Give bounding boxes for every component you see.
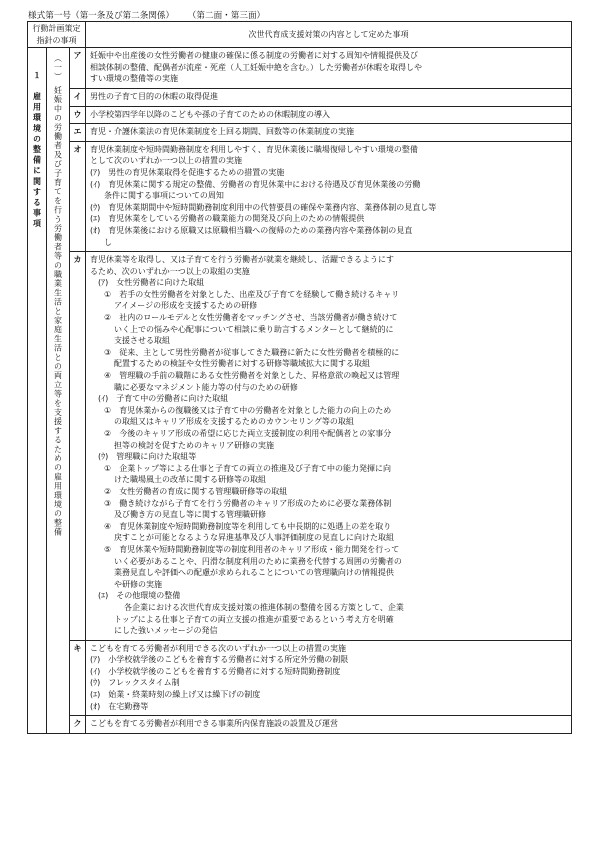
item-line: 育児・介護休業法の育児休業制度を上回る期間、回数等の休業制度の実施 bbox=[90, 127, 355, 137]
category-cell bbox=[28, 48, 47, 734]
item-line: ① 育児休業からの復職後又は子育て中の労働者を対象とした能力の向上のため bbox=[104, 405, 392, 415]
item-line: ③ 働き続けながら子育てを行う労働者のキャリア形成のために必要な業務体制 bbox=[104, 498, 392, 508]
item-line: 及び働き方の見直し等に関する管理職研修 bbox=[114, 510, 267, 520]
item-line: トップによる仕事と子育ての両立支援の推進が重要であるという考え方を明確 bbox=[114, 614, 394, 624]
item-row bbox=[28, 48, 572, 89]
item-line: (ｱ) 女性労働者に向けた取組 bbox=[98, 278, 205, 288]
item-line: として次のいずれか一つ以上の措置の実施 bbox=[90, 156, 243, 166]
form-header bbox=[28, 9, 265, 21]
item-row bbox=[28, 141, 572, 251]
item-line: ② 今後のキャリア形成の希望に応じた両立支援制度の利用や配偶者との家事分 bbox=[104, 429, 392, 438]
item-label: ク bbox=[70, 716, 86, 734]
item-content bbox=[86, 48, 572, 89]
item-line: 戻すことが可能となるような昇進基準及び人事評価制度の見直しに向けた取組 bbox=[114, 533, 395, 543]
item-content bbox=[86, 716, 572, 734]
item-content bbox=[86, 106, 572, 124]
item-line: 小学校第四学年以降のこどもや孫の子育てのための休暇制度の導入 bbox=[90, 109, 331, 119]
item-line: (ｴ) 育児休業をしている労働者の職業能力の開発及び向上のための情報提供 bbox=[90, 214, 365, 224]
item-row bbox=[28, 124, 572, 142]
plan-table bbox=[27, 21, 572, 734]
item-line: ① 企業トップ等による仕事と子育ての両立の推進及び子育て中の能力発揮に向 bbox=[104, 463, 391, 473]
item-line: (ｱ) 男性の育児休業取得を促進するための措置の実施 bbox=[90, 167, 285, 177]
item-line: (ｲ) 小学校就学後のこどもを養育する労働者に対する短時間勤務制度 bbox=[90, 666, 341, 676]
item-line: ⑤ 育児休業や短時間勤務制度等の制度利用者のキャリア形成・能力開発を行って bbox=[104, 544, 400, 554]
item-line: し bbox=[104, 237, 113, 247]
table-header-row bbox=[28, 22, 572, 48]
subcategory-number: （一） bbox=[53, 54, 63, 82]
item-line: ② 社内のロールモデルと女性労働者をマッチングさせ、当該労働者が働き続けて bbox=[104, 313, 398, 323]
header-content-cell: 次世代育成支援対策の内容として定めた事項 bbox=[86, 22, 572, 48]
item-label: カ bbox=[70, 252, 86, 641]
item-line: (ｵ) 育児休業後における原職又は原職相当職への復帰のための業務内容や業務体制の見直 bbox=[90, 225, 413, 235]
item-line: (ｲ) 育児休業に関する規定の整備、労働者の育児休業中における待遇及び育児休業後の労働 bbox=[90, 179, 421, 189]
item-line: 育児休業制度や短時間勤務制度を利用しやすく、育児休業後に職場復帰しやすい環境の整備 bbox=[90, 144, 418, 154]
item-line: (ｵ) 在宅勤務等 bbox=[90, 701, 149, 711]
item-line: すい環境の整備等の実施 bbox=[90, 74, 179, 84]
item-label: ウ bbox=[70, 106, 86, 124]
item-line: (ｴ) 始業・終業時刻の繰上げ又は繰下げの制度 bbox=[90, 690, 261, 700]
item-line: アイメージの形成を支援するための研修 bbox=[114, 301, 258, 311]
item-line: るため、次のいずれか一つ以上の取組の実施 bbox=[90, 266, 250, 276]
item-line: 妊娠中や出産後の女性労働者の健康の確保に係る制度の労働者に対する周知や情報提供及び bbox=[90, 51, 419, 61]
item-line: こどもを育てる労働者が利用できる次のいずれか一つ以上の措置の実施 bbox=[90, 643, 347, 653]
item-line: や研修の実施 bbox=[114, 579, 163, 589]
item-line: ④ 育児休業制度や短時間勤務制度等を利用しても中長期的に処遇上の差を取り bbox=[104, 521, 392, 531]
item-line: (ｱ) 小学校就学後のこどもを養育する労働者に対する所定外労働の制限 bbox=[90, 655, 349, 665]
item-line: 男性の子育て目的の休暇の取得促進 bbox=[90, 91, 219, 101]
item-content bbox=[86, 252, 572, 641]
item-line: の取組又はキャリア形成を支援するためのカウンセリング等の取組 bbox=[114, 417, 354, 427]
item-line: ③ 従来、主として男性労働者が従事してきた職務に新たに女性労働者を積極的に bbox=[104, 347, 400, 357]
item-row bbox=[28, 252, 572, 641]
item-label: オ bbox=[70, 141, 86, 251]
item-line: 各企業における次世代育成支援対策の推進体制の整備を図る方策として、企業 bbox=[124, 602, 404, 612]
item-content bbox=[86, 124, 572, 142]
item-line: (ｳ) フレックスタイム制 bbox=[90, 678, 180, 688]
item-line: 業務見直しや評価への配慮が求められることについての管理職向けの情報提供 bbox=[114, 568, 394, 578]
item-line: にした強いメッセージの発信 bbox=[114, 626, 218, 636]
item-line: こどもを育てる労働者が利用できる事業所内保育施設の設置及び運営 bbox=[90, 719, 339, 729]
header-guideline-cell: 行動計画策定 指針の事項 bbox=[28, 22, 86, 48]
item-label: キ bbox=[70, 640, 86, 716]
item-row bbox=[28, 88, 572, 106]
item-line: けた職場風土の改革に関する研修等の取組 bbox=[114, 475, 267, 485]
subcategory-cell bbox=[47, 48, 70, 734]
item-label: ア bbox=[70, 48, 86, 89]
item-content bbox=[86, 141, 572, 251]
form-section: （第二面・第三面） bbox=[192, 11, 266, 21]
item-line: (ｳ) 管理職に向けた取組等 bbox=[98, 452, 197, 462]
item-content bbox=[86, 640, 572, 716]
item-line: (ｴ) その他環境の整備 bbox=[98, 591, 181, 601]
item-line: 支援させる取組 bbox=[114, 336, 171, 346]
item-line: いく上での悩みや心配事について相談に乗り助言するメンターとして継続的に bbox=[114, 324, 394, 334]
category-title: 雇用環境の整備に関する事項 bbox=[32, 91, 42, 230]
subcategory-title: 妊娠中の労働者及び子育てを行う労働者等の職業生活と家庭生活との両立等を支援するための雇用環境の整備 bbox=[53, 85, 63, 537]
item-line: 配置するための検証や女性労働者に対する研修等職域拡大に関する取組 bbox=[114, 359, 371, 369]
item-row bbox=[28, 640, 572, 716]
item-row bbox=[28, 106, 572, 124]
item-line: いく必要があることや、円滑な制度利用のために業務を代替する周囲の労働者の bbox=[114, 556, 402, 566]
item-line: 相談体制の整備、配偶者が流産・死産（人工妊娠中絶を含む。）した労働者が休暇を取得しや bbox=[90, 62, 423, 72]
form-title: 様式第一号（第一条及び第二条関係） bbox=[28, 11, 175, 21]
item-line: ④ 管理職の手前の職階にある女性労働者を対象とした、昇格意欲の喚起又は管理 bbox=[104, 371, 400, 381]
item-label: イ bbox=[70, 88, 86, 106]
item-label: エ bbox=[70, 124, 86, 142]
item-row bbox=[28, 716, 572, 734]
item-line: (ｳ) 育児休業期間中や短時間勤務制度利用中の代替要員の確保や業務内容、業務体制の見直し等 bbox=[90, 202, 437, 212]
item-line: ① 若手の女性労働者を対象とした、出産及び子育てを経験して働き続けるキャリ bbox=[104, 289, 400, 299]
item-line: 育児休業等を取得し、又は子育てを行う労働者が就業を継続し、活躍できるようにす bbox=[90, 255, 395, 265]
item-line: 担等の検討を促すためのキャリア研修の実施 bbox=[114, 440, 275, 450]
item-line: 職に必要なマネジメント能力等の付与のための研修 bbox=[114, 382, 298, 392]
item-line: (ｲ) 子育て中の労働者に向けた取組 bbox=[98, 394, 229, 404]
item-content bbox=[86, 88, 572, 106]
category-number: １ bbox=[33, 71, 41, 81]
item-line: 条件に関する事項についての周知 bbox=[104, 191, 224, 201]
item-line: ② 女性労働者の育成に関する管理職研修等の取組 bbox=[104, 486, 288, 496]
